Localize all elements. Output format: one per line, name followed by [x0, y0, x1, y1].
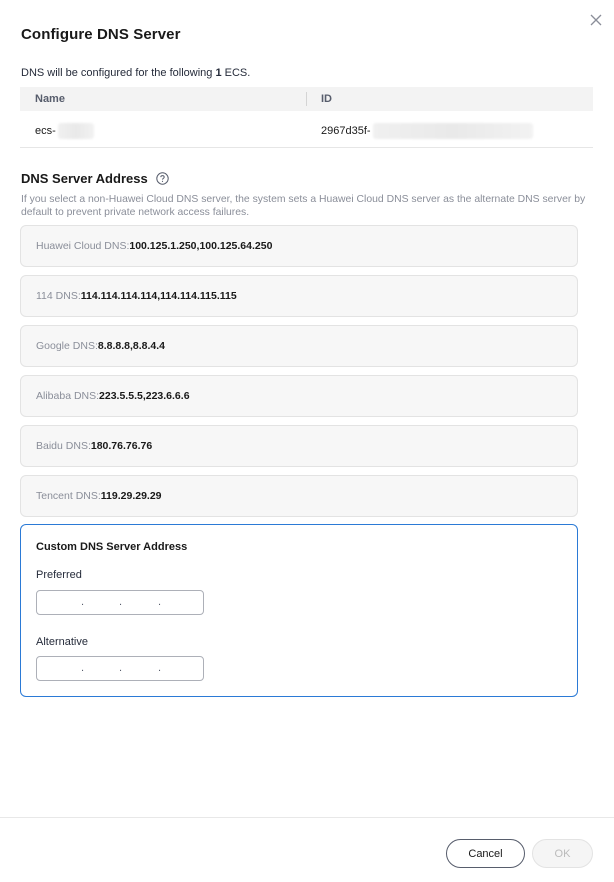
column-header-id: ID — [321, 93, 332, 105]
ip-separator: . — [81, 662, 85, 674]
ecs-id-cell — [321, 123, 533, 139]
dns-option-value: 119.29.29.29 — [100, 490, 162, 502]
ecs-table-header — [20, 87, 593, 111]
close-icon[interactable] — [588, 12, 604, 28]
ok-button[interactable]: OK — [532, 839, 593, 868]
dns-option-value: 114.114.114.114,114.114.115.115 — [80, 290, 237, 302]
intro-prefix: DNS will be configured for the following — [21, 67, 216, 79]
dns-option-huawei-cloud[interactable] — [20, 225, 578, 267]
redacted-block — [373, 123, 533, 139]
ecs-count: 1 — [215, 67, 222, 79]
column-divider — [306, 92, 307, 106]
alternative-ip-input[interactable] — [36, 656, 204, 681]
ip-separator: . — [119, 596, 123, 608]
footer-divider — [0, 817, 614, 818]
preferred-label: Preferred — [36, 569, 82, 581]
dns-option-label: Google DNS: — [36, 340, 98, 352]
question-circle-icon[interactable] — [156, 172, 169, 185]
dns-option-114[interactable] — [20, 275, 578, 317]
intro-suffix: ECS. — [221, 67, 251, 79]
column-header-name: Name — [35, 93, 65, 105]
dns-option-label: Huawei Cloud DNS: — [36, 240, 130, 252]
dns-section-title-text: DNS Server Address — [21, 171, 148, 186]
preferred-ip-input[interactable] — [36, 590, 204, 615]
ecs-table — [20, 87, 593, 148]
ecs-id: 2967d35f- — [321, 125, 371, 137]
alternative-label: Alternative — [36, 636, 88, 648]
table-row — [20, 111, 593, 148]
custom-dns-title: Custom DNS Server Address — [36, 541, 188, 553]
dns-option-value: 8.8.8.8,8.8.4.4 — [97, 340, 166, 352]
dns-option-value: 223.5.5.5,223.6.6.6 — [99, 390, 190, 402]
cancel-button[interactable]: Cancel — [446, 839, 525, 868]
dns-option-custom[interactable] — [20, 524, 578, 697]
ip-separator: . — [158, 596, 162, 608]
ip-separator: . — [81, 596, 85, 608]
ip-separator: . — [119, 662, 123, 674]
dns-option-alibaba[interactable] — [20, 375, 578, 417]
dns-option-label: 114 DNS: — [36, 290, 81, 302]
dns-option-google[interactable] — [20, 325, 578, 367]
ecs-name: ecs- — [35, 125, 56, 137]
ecs-name-cell — [35, 123, 94, 139]
dns-option-tencent[interactable] — [20, 475, 578, 517]
dns-section-title — [21, 171, 169, 186]
dns-option-label: Alibaba DNS: — [36, 390, 100, 402]
dns-hint-text: If you select a non-Huawei Cloud DNS server, the system sets a Huawei Cloud DNS server as the alternate DNS server by default to prevent private network access failures. — [21, 194, 586, 218]
dns-option-value: 100.125.1.250,100.125.64.250 — [129, 240, 273, 252]
dns-option-label: Baidu DNS: — [36, 440, 91, 452]
ip-separator: . — [158, 662, 162, 674]
ecs-count-text — [21, 67, 250, 79]
dns-option-label: Tencent DNS: — [36, 490, 101, 502]
dns-option-baidu[interactable] — [20, 425, 578, 467]
redacted-block — [58, 123, 94, 139]
dns-option-value: 180.76.76.76 — [90, 440, 153, 452]
dialog-title: Configure DNS Server — [21, 26, 181, 43]
